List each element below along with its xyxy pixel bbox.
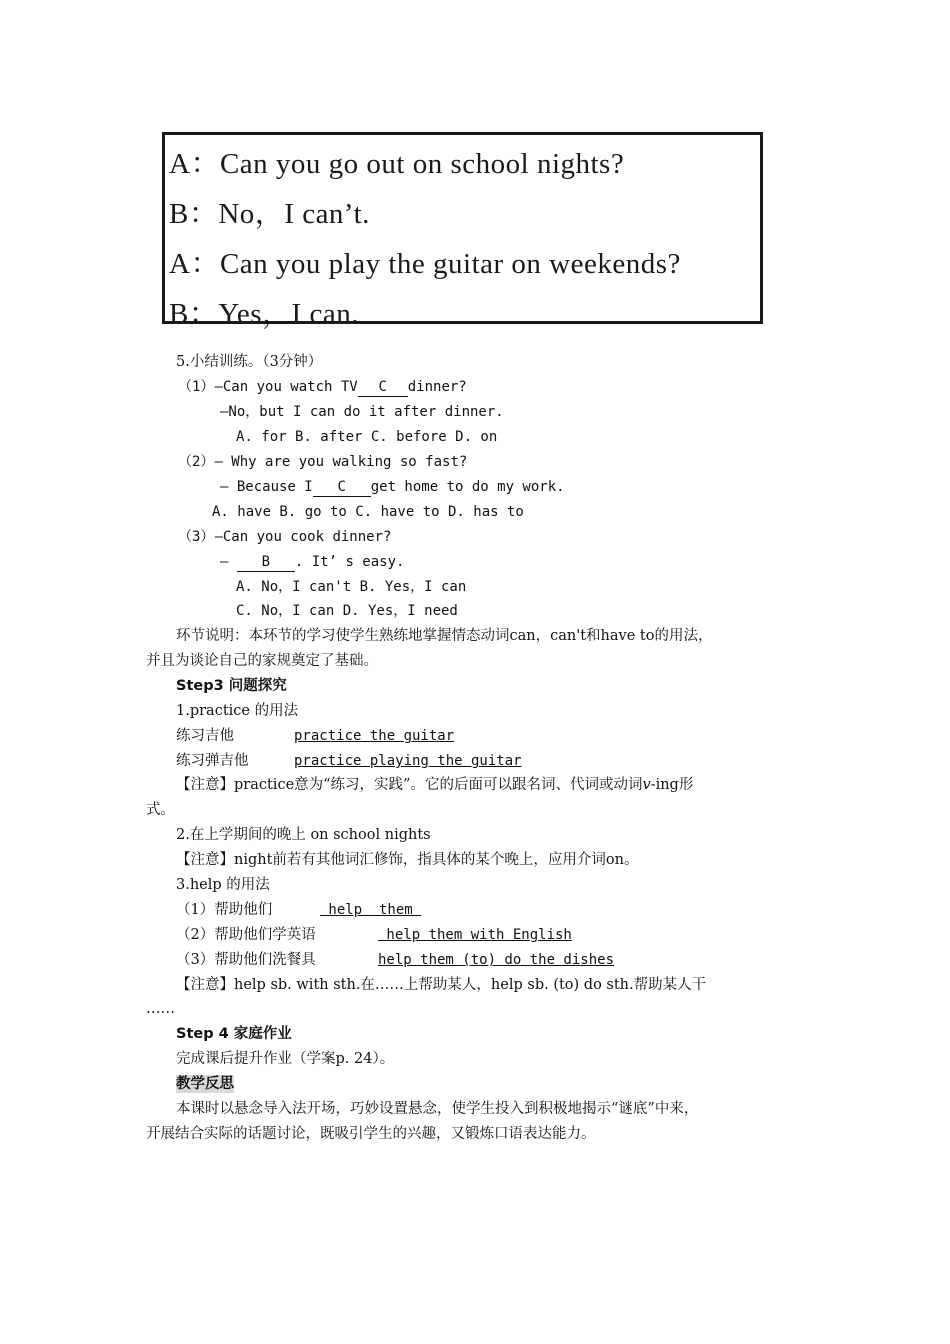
- practice-title: 1.practice 的用法: [176, 703, 299, 719]
- dialogue-line-1: A：Can you go out on school nights?: [169, 148, 625, 180]
- q1-options: A. for B. after C. before D. on: [236, 429, 498, 445]
- q3-options-1: A. No，I can't B. Yes，I can: [236, 579, 467, 595]
- help-item-2-label: （2）帮助他们学英语: [176, 927, 316, 943]
- practice-note-line-1: 【注意】practice意为“练习，实践”。它的后面可以跟名词、代词或动词v-ing形: [176, 777, 694, 793]
- q2-stem: （2）— Why are you walking so fast?: [178, 454, 468, 470]
- dialogue-box: [162, 132, 763, 330]
- dialogue-line-3: A：Can you play the guitar on weekends?: [169, 248, 681, 280]
- q2-options: A. have B. go to C. have to D. has to: [212, 504, 524, 520]
- section-note-line-2: 并且为谈论自己的家规奠定了基础。: [146, 653, 378, 669]
- q1-stem: （1）—Can you watch TV C dinner?: [178, 379, 467, 395]
- step4-heading: Step 4 家庭作业: [176, 1026, 292, 1042]
- q2-reply: — Because I C get home to do my work.: [220, 479, 565, 495]
- help-item-1-label: （1）帮助他们: [176, 902, 273, 918]
- q2-answer-blank: C: [313, 478, 371, 497]
- help-item-1-value: help them: [320, 902, 422, 918]
- dialogue-line-2: B：No，I can’t.: [169, 198, 370, 230]
- reflection-line-1: 本课时以悬念导入法开场，巧妙设置悬念，使学生投入到积极地揭示“谜底”中来，: [176, 1101, 699, 1117]
- q3-reply: — B . It’ s easy.: [220, 554, 405, 570]
- practice-row-1-label: 练习吉他: [176, 728, 234, 744]
- dialogue-line-4: B：Yes，I can.: [169, 298, 359, 330]
- q1-reply: —No，but I can do it after dinner.: [220, 404, 504, 420]
- practice-row-1-value: practice the guitar: [294, 728, 455, 744]
- reflection-heading: 教学反思: [176, 1076, 234, 1092]
- q3-answer-blank: B: [237, 553, 295, 572]
- practice-note-line-2: 式。: [146, 802, 175, 818]
- help-item-2-value: help them with English: [378, 927, 572, 943]
- section-note-line-1: 环节说明：本环节的学习使学生熟练地掌握情态动词can，can't和have to的用法，: [176, 628, 713, 644]
- summary-title: 5.小结训练。（3分钟）: [176, 354, 323, 370]
- q3-options-2: C. No，I can D. Yes，I need: [236, 603, 458, 619]
- reflection-line-2: 开展结合实际的话题讨论，既吸引学生的兴趣，又锻炼口语表达能力。: [146, 1126, 596, 1142]
- homework-text: 完成课后提升作业（学案p. 24）。: [176, 1051, 395, 1067]
- help-item-3-value: help them (to) do the dishes: [378, 952, 615, 968]
- practice-row-2-label: 练习弹吉他: [176, 753, 249, 769]
- q1-answer-blank: C: [358, 378, 408, 397]
- help-title: 3.help 的用法: [176, 877, 270, 893]
- step3-heading: Step3 问题探究: [176, 678, 287, 694]
- school-nights-title: 2.在上学期间的晚上 on school nights: [176, 827, 431, 843]
- help-item-3-label: （3）帮助他们洗餐具: [176, 952, 316, 968]
- practice-row-2-value: practice playing the guitar: [294, 753, 522, 769]
- school-nights-note: 【注意】night前若有其他词汇修饰，指具体的某个晚上，应用介词on。: [176, 852, 639, 868]
- q3-stem: （3）—Can you cook dinner?: [178, 529, 392, 545]
- help-note-line-2: ……: [146, 1001, 175, 1017]
- help-note-line-1: 【注意】help sb. with sth.在……上帮助某人，help sb. (to) do sth.帮助某人干: [176, 977, 707, 993]
